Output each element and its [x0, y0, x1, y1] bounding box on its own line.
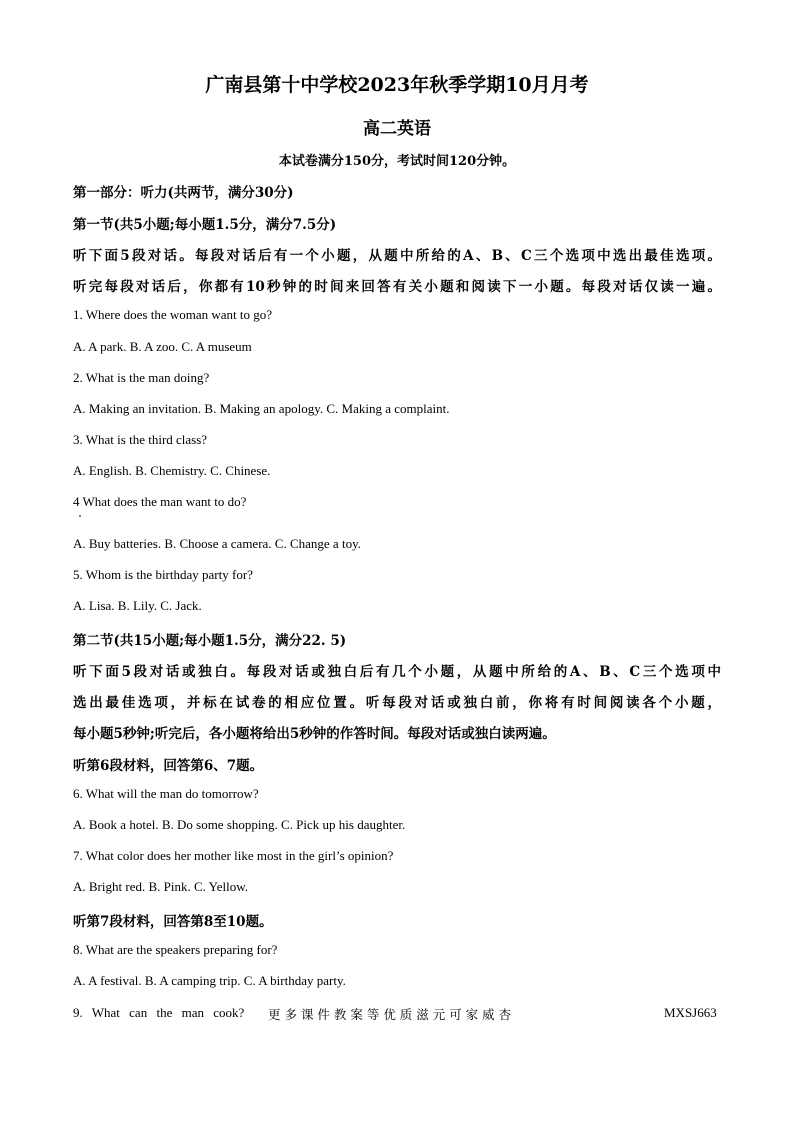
material-7-heading: 听第7段材料，回答第8至10题。 — [73, 914, 273, 930]
section2-instruction-line2: 选出最佳选项，并标在试卷的相应位置。听每段对话或独白前，你将有时间阅读各个小题， — [73, 695, 721, 711]
options-3: A. English. B. Chemistry. C. Chinese. — [73, 463, 271, 478]
watermark-text: 更 多 课 件 教 案 等 优 质 滋 元 可 家 威 杏 — [268, 1007, 512, 1022]
options-1: A. A park. B. A zoo. C. A museum — [73, 339, 252, 354]
question-8: 8. What are the speakers preparing for? — [73, 942, 278, 957]
question-5: 5. Whom is the birthday party for? — [73, 567, 253, 582]
part1-heading: 第一部分：听力(共两节，满分30分) — [73, 185, 294, 201]
score-time-note: 本试卷满分150分，考试时间120分钟。 — [278, 154, 516, 169]
options-2: A. Making an invitation. B. Making an apology. C. Making a complaint. — [73, 401, 450, 416]
options-7: A. Bright red. B. Pink. C. Yellow. — [73, 879, 249, 894]
question-1: 1. Where does the woman want to go? — [73, 307, 273, 322]
section2-instruction-line1: 听下面5段对话或独白。每段对话或独白后有几个小题，从题中所给的A、B、C三个选项中 — [73, 664, 721, 680]
options-4: A. Buy batteries. B. Choose a camera. C. Change a toy. — [73, 536, 361, 551]
section2-instruction-line3: 每小题5秒钟;听完后，各小题将给出5秒钟的作答时间。每段对话或独白读两遍。 — [73, 726, 556, 742]
section1-heading: 第一节(共5小题;每小题1.5分，满分7.5分) — [73, 217, 337, 233]
question-9: 9. What can the man cook? — [73, 1005, 245, 1020]
page-title: 广南县第十中学校2023年秋季学期10月月考 — [205, 74, 589, 96]
options-5: A. Lisa. B. Lily. C. Jack. — [73, 598, 202, 613]
material-6-heading: 听第6段材料，回答第6、7题。 — [73, 758, 264, 774]
question-4: 4 What does the man want to do? — [73, 494, 247, 509]
options-6: A. Book a hotel. B. Do some shopping. C. Pick up his daughter. — [73, 817, 406, 832]
stray-dot — [79, 515, 81, 517]
page-subtitle: 高二英语 — [363, 119, 431, 139]
question-2: 2. What is the man doing? — [73, 370, 210, 385]
section1-instruction-line1: 听下面5段对话。每段对话后有一个小题，从题中所给的A、B、C三个选项中选出最佳选项。 — [73, 248, 721, 264]
section1-instruction-line2: 听完每段对话后，你都有10秒钟的时间来回答有关小题和阅读下一小题。每段对话仅读一遍。 — [73, 279, 721, 295]
watermark-code: MXSJ663 — [664, 1005, 717, 1020]
section2-heading: 第二节(共15小题;每小题1.5分，满分22. 5) — [73, 633, 347, 649]
question-3: 3. What is the third class? — [73, 432, 208, 447]
question-6: 6. What will the man do tomorrow? — [73, 786, 259, 801]
options-8: A. A festival. B. A camping trip. C. A birthday party. — [73, 973, 346, 988]
question-7: 7. What color does her mother like most in the girl’s opinion? — [73, 848, 394, 863]
